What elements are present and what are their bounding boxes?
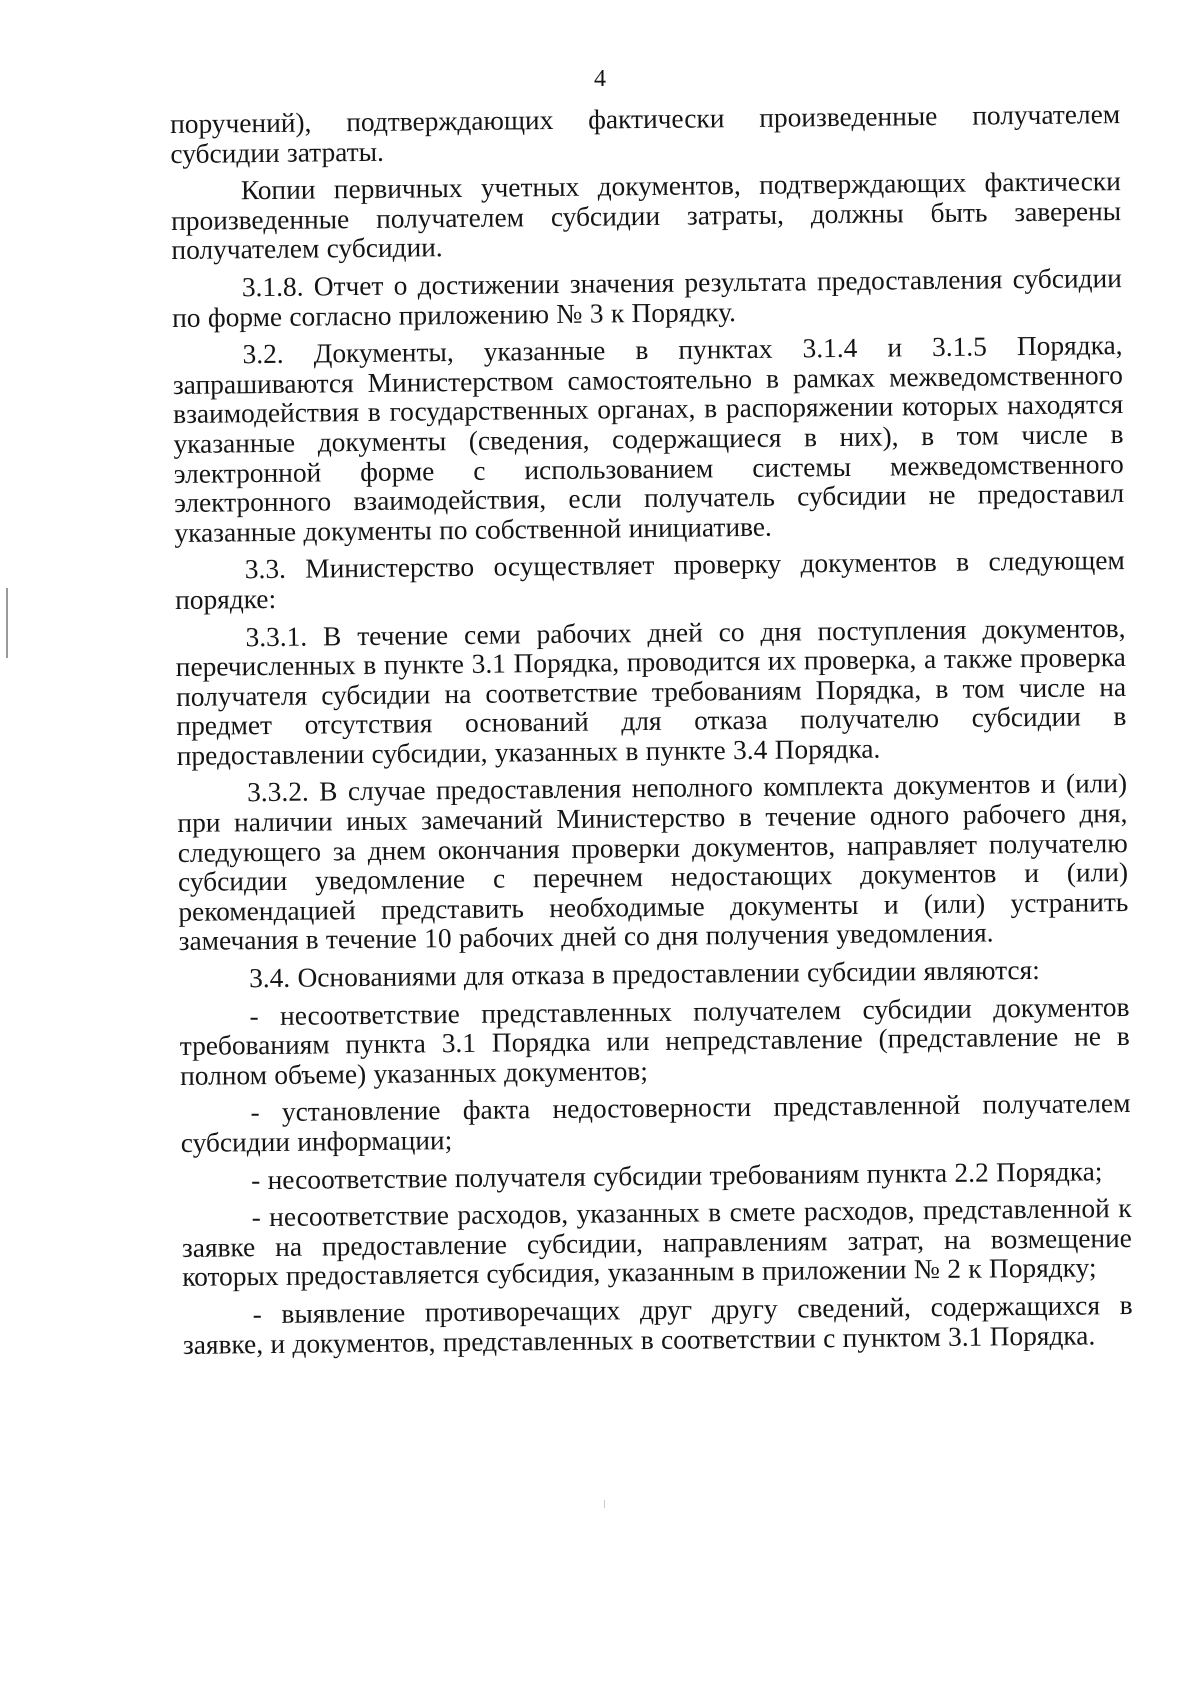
paragraph-copies: Копии первичных учетных документов, подтверждающих фактически произведенные получателем субсидии затраты, должны быть заверены получателем субсидии. [171, 166, 1122, 266]
list-item-refusal-5: - выявление противоречащих друг другу сведений, содержащихся в заявке, и документов, представленных в соответствии с пунктом 3.1 Порядка. [182, 1289, 1133, 1360]
paragraph-3-4: 3.4. Основаниями для отказа в предоставлении субсидии являются: [248, 954, 1040, 994]
paragraph-3-3: 3.3. Министерство осуществляет проверку документов в следующем порядке: [174, 545, 1125, 615]
list-item-refusal-2: - установление факта недостоверности представленной получателем субсидии информации; [180, 1088, 1131, 1158]
scan-edge-mark [6, 588, 8, 658]
list-item-refusal-4: - несоответствие расходов, указанных в смете расходов, представленной к заявке на предоставление субсидии, направлениям затрат, на возмещение которых предоставляется субсидия, указанным в приложении № 2 к Порядку; [181, 1193, 1133, 1293]
scan-speck [604, 1500, 605, 1508]
list-item-refusal-3: - несоответствие получателя субсидии требованиям пункта 2.2 Порядка; [251, 1155, 1103, 1195]
paragraph-3-3-1: 3.3.1. В течение семи рабочих дней со дня поступления документов, перечисленных в пункте 3.1 Порядка, проводится их проверка, а также проверка получателя субсидии на соответствие требованиям Порядка, в том числе на предмет отсутствия оснований для отказа получателю субсидии в предоставлении субсидии, указанных в пункте 3.4 Порядка. [175, 612, 1127, 771]
paragraph-3-2: 3.2. Документы, указанные в пунктах 3.1.4 и 3.1.5 Порядка, запрашиваются Министерством самостоятельно в рамках межведомственного взаимодействия в государственных органах, в распоряжении которых находятся указанные документы (сведения, содержащиеся в них), в том числе в электронной форме с использованием системы межведомственного электронного взаимодействия, если получатель субсидии не предоставил указанные документы по собственной инициативе. [172, 330, 1125, 548]
list-item-refusal-1: - несоответствие представленных получателем субсидии документов требованиям пункта 3.1 Порядка или непредставление (представление не в полном объеме) указанных документов; [179, 991, 1130, 1091]
paragraph-3-3-2: 3.3.2. В случае предоставления неполного комплекта документов и (или) при наличии иных замечаний Министерство в течение одного рабочего дня, следующего за днем окончания проверки документов, направляет получателю субсидии уведомление с перечнем недостающих документов и (или) рекомендацией представить необходимые документы и (или) устранить замечания в течение 10 рабочих дней со дня получения уведомления. [177, 768, 1129, 957]
paragraph-3-1-8: 3.1.8. Отчет о достижении значения результата предоставления субсидии по форме согласно приложению № 3 к Порядку. [172, 263, 1122, 333]
page-number: 4 [594, 66, 606, 92]
document-body [170, 100, 1133, 1368]
paragraph-continuation: поручений), подтверждающих фактически произведенные получателем субсидии затраты. [169, 99, 1121, 169]
